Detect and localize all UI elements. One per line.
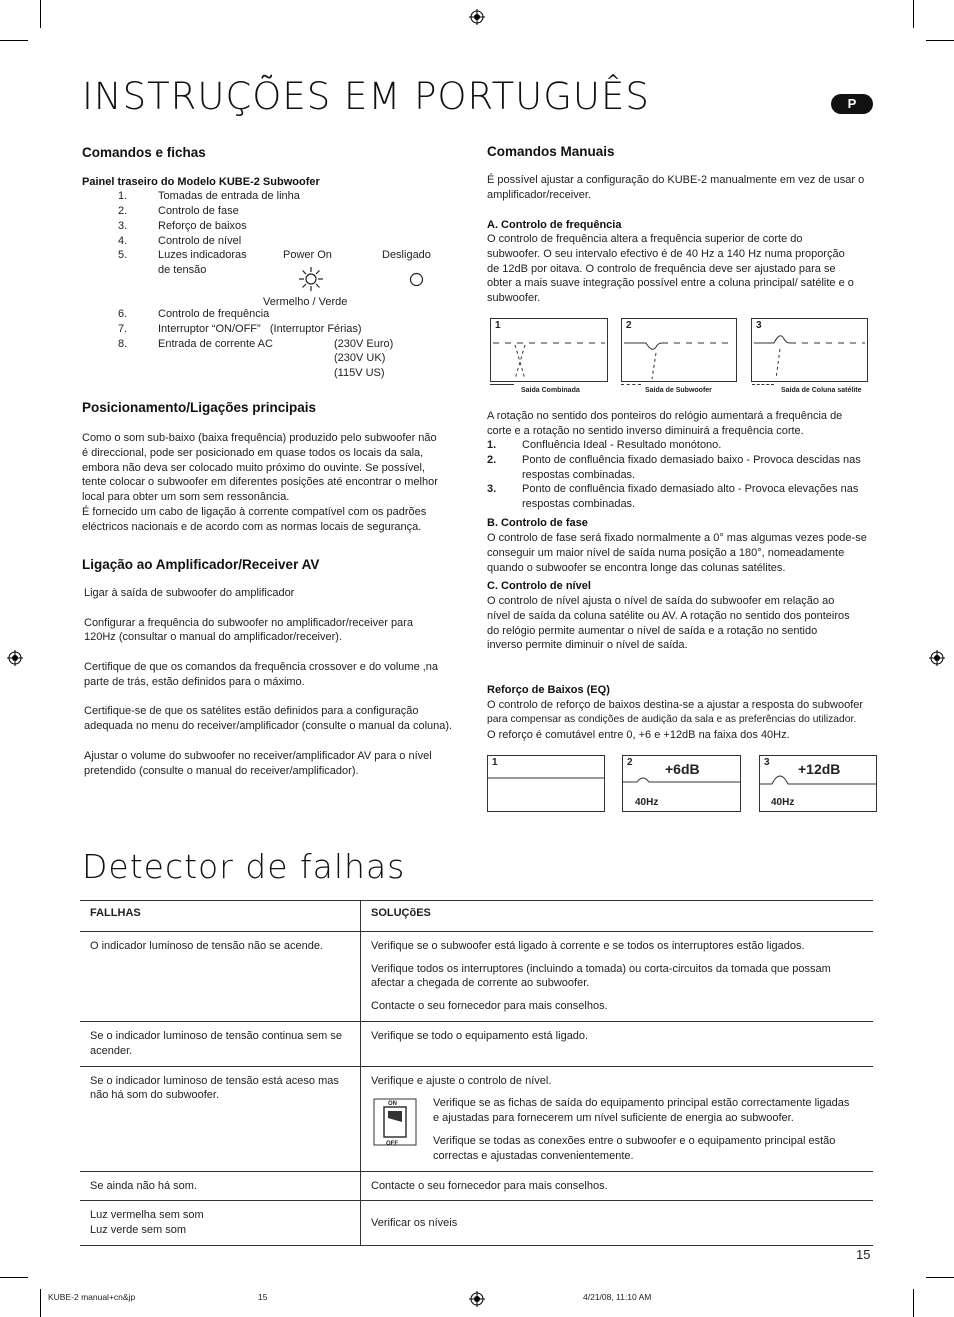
frequency-label: 40Hz (635, 797, 659, 808)
led-colors: Vermelho / Verde (263, 296, 348, 308)
list-item: Ponto de confluência fixado demasiado baixo - Provoca descidas nas (522, 454, 861, 466)
text-line: para compensar as condições de audição da sala e as preferências do utilizador. (487, 713, 857, 725)
fault-text: não há som do subwoofer. (90, 1089, 220, 1102)
crossover-diagram-2 (621, 318, 737, 382)
list-number: 3. (487, 483, 497, 495)
solution-cell (361, 1021, 874, 1066)
section-title: Detector de falhas (82, 847, 406, 886)
list-item: Reforço de baixos (158, 220, 247, 232)
solution-text: Verifique se as fichas de saída do equipamento principal estão correctamente ligadas (433, 1097, 850, 1110)
response-curve-icon (491, 319, 607, 381)
crop-mark (40, 1289, 41, 1317)
solution-text: Contacte o seu fornecedor para mais conselhos. (371, 1000, 608, 1013)
table-row (80, 1066, 873, 1171)
list-number: 7. (118, 323, 128, 335)
section-paragraph (487, 594, 882, 653)
table-row (80, 931, 873, 1021)
registration-mark-icon (7, 650, 23, 666)
fault-cell (80, 931, 361, 1021)
solution-text: Verifique e ajuste o controlo de nível. (371, 1074, 552, 1087)
text-line: obter a mais suave integração possível entre a coluna principal/ satélite e o (487, 277, 854, 290)
fault-text: Luz vermelha sem som (90, 1209, 204, 1222)
fault-cell (80, 1201, 361, 1246)
diagram-caption: Saída Combinada (521, 387, 580, 394)
table-row (80, 1201, 873, 1246)
text-line: do relógio permite aumentar o nível de saída e a rotação no sentido (487, 624, 818, 637)
list-item: Controlo de fase (158, 205, 239, 217)
list-number: 1. (487, 439, 497, 451)
fault-cell (80, 1171, 361, 1201)
list-item: Controlo de frequência (158, 308, 270, 320)
switch-on-label: ON (388, 1101, 397, 1108)
list-number: 8. (118, 338, 128, 350)
registration-mark-icon (929, 650, 945, 666)
fault-text: Se o indicador luminoso de tensão está aceso mas (90, 1074, 339, 1087)
text-line: 120Hz (consultar o manual do amplificador/receiver). (84, 631, 343, 644)
text-line: conseguir um maior nível de saída numa posição a 180°, nomeadamente (487, 546, 845, 559)
text-line: corte e a rotação no sentido inverso diminuirá a frequência corte. (487, 424, 804, 437)
crop-mark (926, 1277, 954, 1278)
list-item: Entrada de corrente AC (158, 338, 273, 350)
fault-cell (80, 1066, 361, 1171)
diagram-number: 1 (492, 757, 498, 768)
text-line: tente colocar o subwoofer em diferentes posições até encontrar o melhor (82, 476, 438, 489)
text-line: É fornecido um cabo de ligação à corrente compatível com os padrões (82, 505, 427, 518)
response-curve-icon (488, 756, 604, 811)
list-number: 6. (118, 308, 128, 320)
text-line: A rotação no sentido dos ponteiros do relógio aumentará a frequência de (487, 410, 843, 422)
column-header: FALLHAS (80, 901, 361, 932)
solution-text: Verificar os níveis (371, 1216, 458, 1229)
fault-cell (80, 1021, 361, 1066)
solution-text: Verifique se o subwoofer está ligado à corrente e se todos os interruptores estão ligados. (371, 939, 805, 952)
footer-date: 4/21/08, 11:10 AM (583, 1292, 652, 1302)
subsection-title: C. Controlo de nível (487, 580, 591, 592)
text-line: O controlo de reforço de baixos destina-se a ajustar a resposta do subwoofer (487, 699, 864, 711)
text-line: embora não deva ser colocado muito próximo do ouvinte. Se possível, (82, 461, 426, 474)
led-off-icon (409, 272, 424, 287)
text-line: de 12dB por oitava. O controlo de frequência deve ser ajustado para se (487, 262, 836, 275)
registration-mark-icon (469, 9, 485, 25)
frequency-label: 40Hz (771, 797, 795, 808)
solution-text: Verifique se todo o equipamento está ligado. (371, 1029, 589, 1042)
list-item: Interruptor “ON/OFF” (Interruptor Férias) (158, 323, 362, 335)
text-line: Como o som sub-baixo (baixa frequência) produzido pelo subwoofer não (82, 432, 437, 444)
solution-text: correctas e ajustadas convenientemente. (433, 1149, 634, 1162)
solution-text: e ajustadas para fornecerem um nível suficiente de energia ao subwoofer. (433, 1112, 794, 1125)
response-curve-icon (622, 319, 736, 381)
list-number: 4. (118, 235, 128, 247)
section-heading: Posicionamento/Ligações principais (82, 400, 317, 415)
table-row (80, 1171, 873, 1201)
crop-mark (0, 1277, 28, 1278)
gain-label: +6dB (665, 761, 700, 777)
text-line: É possível ajustar a configuração do KUBE-2 manualmente em vez de usar o (487, 174, 865, 186)
language-badge: P (831, 94, 873, 114)
list-item: Confluência Ideal - Resultado monótono. (522, 439, 722, 451)
bass-boost-diagram-1 (487, 755, 605, 812)
footer-filename: KUBE-2 manual+cn&jp (48, 1292, 136, 1302)
solution-cell (361, 1171, 874, 1201)
section-paragraph (487, 409, 882, 439)
text-line: Certifique-se de que os satélites estão definidos para a configuração (84, 705, 419, 718)
crossover-diagram-1 (490, 318, 608, 382)
legend-line (752, 384, 774, 385)
list-number: 2. (487, 454, 497, 466)
footer-page: 15 (258, 1292, 268, 1302)
text-line: inverso permite diminuir o nível de saída. (487, 639, 688, 652)
text-line: O reforço é comutável entre 0, +6 e +12dB na faixa dos 40Hz. (487, 728, 790, 741)
response-curve-icon (752, 319, 867, 381)
solution-text: afectar a chegada de corrente ao subwoofer. (371, 977, 590, 990)
text-line: subwoofer. O seu intervalo efectivo é de 40 Hz a 140 Hz numa proporção (487, 247, 845, 260)
voltage: (115V US) (334, 367, 385, 379)
solution-cell (361, 1201, 874, 1246)
solution-cell (361, 1066, 874, 1171)
crop-mark (913, 0, 914, 28)
section-paragraph (487, 232, 882, 306)
legend-line (621, 384, 641, 385)
voltage: (230V UK) (334, 352, 386, 364)
section-paragraph (487, 531, 882, 575)
diagram-number: 2 (626, 320, 632, 331)
diagram-number: 1 (495, 320, 501, 331)
list-item: respostas combinadas. (522, 498, 636, 510)
gain-label: +12dB (798, 761, 841, 777)
power-on-label: Power On (283, 249, 332, 261)
text-line: Ajustar o volume do subwoofer no receiver/amplificador AV para o nível (84, 749, 432, 762)
column-header: SOLUÇõES (361, 901, 874, 932)
fault-text: acender. (90, 1044, 133, 1057)
section-paragraph (487, 698, 887, 742)
text-line: é direccional, pode ser posicionado em quase todos os locais da sala, (82, 446, 424, 459)
text-line: parte de trás, estão definidos para o máximo. (84, 675, 305, 688)
off-label: Desligado (382, 249, 431, 261)
solution-text: Verifique se todas as conexões entre o subwoofer e o equipamento principal estão (433, 1134, 836, 1147)
table-row (80, 1021, 873, 1066)
text-line: O controlo de frequência altera a frequência superior de corte do (487, 233, 803, 245)
section-paragraph (82, 431, 472, 535)
list-item: respostas combinadas. (522, 469, 636, 481)
switch-off-label: OFF (386, 1141, 398, 1148)
list-number: 1. (118, 190, 128, 202)
page-number: 15 (856, 1247, 871, 1262)
table-header-row (80, 901, 873, 932)
section-heading: Comandos e fichas (82, 145, 206, 160)
page-title: INSTRUÇÕES EM PORTUGUÊS (82, 75, 650, 118)
section-heading: Comandos Manuais (487, 144, 615, 159)
list-item: Luzes indicadoras (158, 249, 247, 261)
fault-table (80, 900, 873, 1246)
section-heading: Ligação ao Amplificador/Receiver AV (82, 557, 320, 572)
list-number: 3. (118, 220, 128, 232)
diagram-number: 2 (627, 757, 633, 768)
crop-mark (913, 1289, 914, 1317)
fault-text: Se ainda não há som. (90, 1179, 198, 1192)
diagram-number: 3 (764, 757, 770, 768)
bass-boost-diagram-3 (759, 755, 877, 812)
list-item: Ponto de confluência fixado demasiado alto - Provoca elevações nas (522, 483, 859, 495)
crossover-diagram-3 (751, 318, 868, 382)
voltage: (230V Euro) (334, 338, 394, 350)
bass-boost-diagram-2 (622, 755, 741, 812)
subsection-title: Reforço de Baixos (EQ) (487, 684, 610, 696)
crop-mark (0, 40, 28, 41)
section-paragraph (84, 586, 474, 778)
text-line: amplificador/receiver. (487, 188, 591, 201)
text-line: Ligar à saída de subwoofer do amplificador (84, 587, 295, 599)
list-item-continuation: de tensão (158, 264, 207, 276)
fault-text: Luz verde sem som (90, 1224, 186, 1237)
text-line: quando o subwoofer se encontra longe das colunas satélites. (487, 561, 786, 574)
power-switch-icon (373, 1098, 417, 1146)
text-line: subwoofer. (487, 292, 541, 305)
text-line: nível de saída da coluna satélite ou AV. A rotação no sentido dos ponteiros (487, 609, 850, 622)
diagram-caption: Saída de Coluna satélite (781, 387, 862, 394)
solution-text: Contacte o seu fornecedor para mais conselhos. (371, 1179, 608, 1192)
fault-text: O indicador luminoso de tensão não se acende. (90, 939, 323, 952)
section-paragraph (487, 173, 882, 203)
text-line: O controlo de fase será fixado normalmente a 0° mas algumas vezes pode-se (487, 532, 867, 544)
subsection-title: B. Controlo de fase (487, 517, 588, 529)
text-line: local para obter um som sem ressonância. (82, 491, 290, 504)
crop-mark (40, 0, 41, 28)
list-item: Tomadas de entrada de linha (158, 190, 300, 202)
diagram-caption: Saída de Subwoofer (645, 387, 712, 394)
list-number: 2. (118, 205, 128, 217)
list-item: Controlo de nível (158, 235, 242, 247)
section-subheading: Painel traseiro do Modelo KUBE-2 Subwoofer (82, 176, 320, 188)
text-line: Certifique de que os comandos da frequência crossover e do volume ,na (84, 660, 439, 673)
text-line: Configurar a frequência do subwoofer no amplificador/receiver para (84, 616, 413, 629)
diagram-number: 3 (756, 320, 762, 331)
text-line: O controlo de nível ajusta o nível de saída do subwoofer em relação ao (487, 595, 835, 607)
crop-mark (926, 40, 954, 41)
registration-mark-icon (469, 1291, 485, 1307)
solution-text: Verifique todos os interruptores (incluindo a tomada) ou corta-circuitos da tomada que possam (371, 962, 831, 975)
fault-text: Se o indicador luminoso de tensão continua sem se (90, 1029, 342, 1042)
text-line: adequada no menu do receiver/amplificador (consulte o manual da coluna). (84, 720, 453, 733)
list-number: 5. (118, 249, 128, 261)
solution-cell (361, 931, 874, 1021)
led-on-icon (298, 266, 324, 292)
subsection-title: A. Controlo de frequência (487, 219, 622, 231)
text-line: eléctricos nacionais e de acordo com as normas locais de segurança. (82, 520, 422, 533)
text-line: pretendido (consulte o manual do receiver/amplificador). (84, 764, 359, 777)
legend-line (490, 384, 514, 385)
